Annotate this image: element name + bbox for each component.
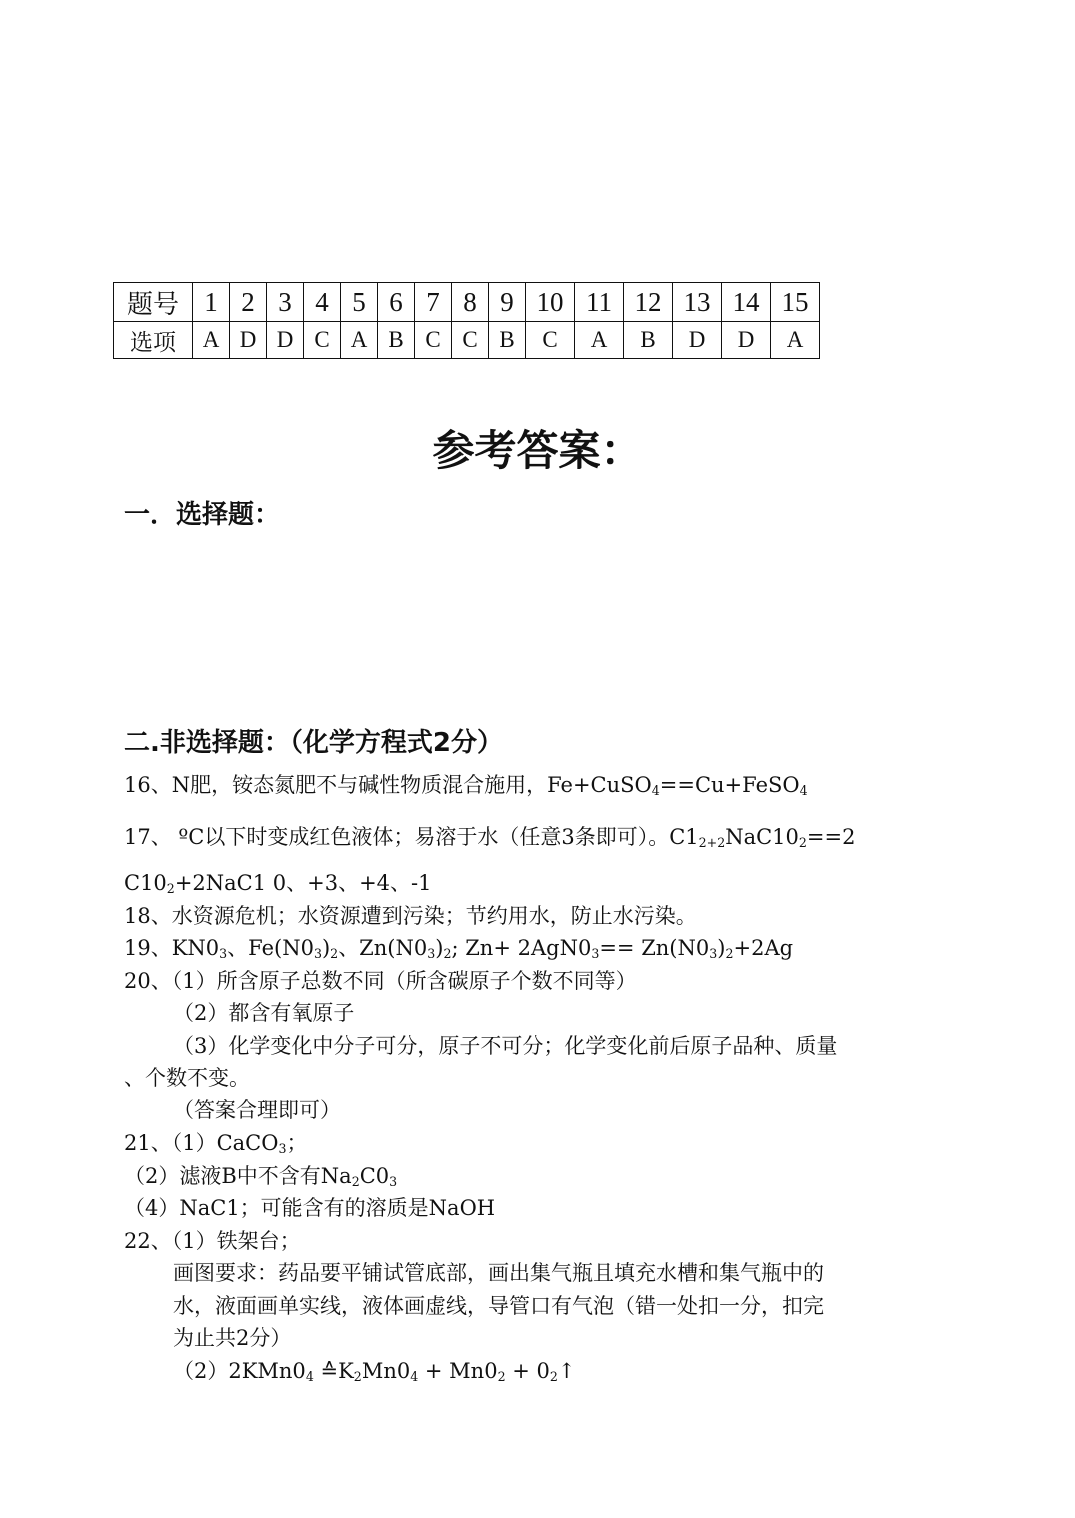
table-header-label: 题号 — [114, 283, 193, 322]
table-cell-number: 7 — [415, 283, 452, 322]
table-cell-answer: D — [673, 322, 722, 359]
answer-19: 19、$KN0_3$、$Fe(N0_3)_2$、$Zn(N0_3)_2$; $Zn+ 2AgN0_3== Zn(N0_3)_2+2Ag$ — [124, 936, 794, 962]
answer-18: 18、水资源危机；水资源遭到污染；节约用水，防止水污染。 — [124, 904, 697, 928]
answer-17: 17、 ºC以下时变成红色液体；易溶于水（任意3条即可）。$C1_{2+2}NaC10_2==2$ — [124, 825, 856, 851]
table-cell-answer: B — [624, 322, 673, 359]
table-cell-number: 11 — [575, 283, 624, 322]
answer-22-drawing-3: 为止共2分） — [173, 1326, 292, 1350]
table-row-answers — [114, 322, 820, 359]
table-cell-number: 3 — [267, 283, 304, 322]
table-row-numbers — [114, 283, 820, 322]
table-cell-answer: D — [230, 322, 267, 359]
table-cell-number: 8 — [452, 283, 489, 322]
table-cell-answer: D — [267, 322, 304, 359]
table-cell-answer: A — [771, 322, 820, 359]
table-cell-number: 12 — [624, 283, 673, 322]
answer-22-drawing-2: 水，液面画单实线，液体画虚线，导管口有气泡（错一处扣一分，扣完 — [173, 1294, 824, 1318]
table-cell-answer: A — [575, 322, 624, 359]
answer-22-2: $(2)2KMn0_4$ $≙K_2Mn0_4 + Mn0_2$ + $0_2↑$ — [173, 1359, 576, 1385]
section-heading-choice: 一．选择题： — [124, 500, 281, 530]
section-heading-nonchoice: 二.非选择题：（化学方程式2分） — [124, 728, 503, 758]
answer-17-continued: $C10_2+2NaC1$ 0、+3、+4、-1 — [124, 871, 432, 897]
table-cell-answer: C — [452, 322, 489, 359]
table-cell-number: 9 — [489, 283, 526, 322]
answer-20-2: （2）都含有氧原子 — [173, 1001, 355, 1025]
answer-21-2: （2）滤液B中不含有$Na_2C0_3$ — [124, 1164, 398, 1190]
table-cell-number: 10 — [526, 283, 575, 322]
table-cell-answer: B — [489, 322, 526, 359]
answer-22-drawing-1: 画图要求：药品要平铺试管底部，画出集气瓶且填充水槽和集气瓶中的 — [173, 1261, 824, 1285]
table-cell-number: 15 — [771, 283, 820, 322]
table-cell-answer: C — [415, 322, 452, 359]
table-cell-answer: A — [193, 322, 230, 359]
page-title: 参考答案： — [432, 426, 643, 475]
answer-20-note: （答案合理即可） — [173, 1098, 341, 1122]
table-cell-number: 13 — [673, 283, 722, 322]
table-cell-number: 14 — [722, 283, 771, 322]
answer-16: 16、N肥，铵态氮肥不与碱性物质混合施用，Fe+CuSO$_4$==Cu+FeSO$_4$ — [124, 773, 808, 799]
table-cell-number: 2 — [230, 283, 267, 322]
table-cell-number: 6 — [378, 283, 415, 322]
table-cell-answer: C — [304, 322, 341, 359]
answer-21-1: 21、（1）CaCO$_3$； — [124, 1131, 308, 1157]
answer-table — [113, 282, 820, 359]
answer-20-3: （3）化学变化中分子可分，原子不可分；化学变化前后原子品种、质量 — [173, 1034, 838, 1058]
table-cell-answer: C — [526, 322, 575, 359]
answer-22-1: 22、（1）铁架台； — [124, 1229, 301, 1253]
table-cell-number: 5 — [341, 283, 378, 322]
table-cell-answer: B — [378, 322, 415, 359]
table-cell-number: 1 — [193, 283, 230, 322]
table-cell-answer: D — [722, 322, 771, 359]
answer-21-4: （4）NaC1；可能含有的溶质是NaOH — [124, 1196, 496, 1220]
answer-20-1: 20、（1）所含原子总数不同（所含碳原子个数不同等） — [124, 969, 637, 993]
table-cell-answer: A — [341, 322, 378, 359]
answer-20-3-continued: 、个数不变。 — [124, 1066, 250, 1090]
table-option-label: 选项 — [114, 322, 193, 359]
table-cell-number: 4 — [304, 283, 341, 322]
